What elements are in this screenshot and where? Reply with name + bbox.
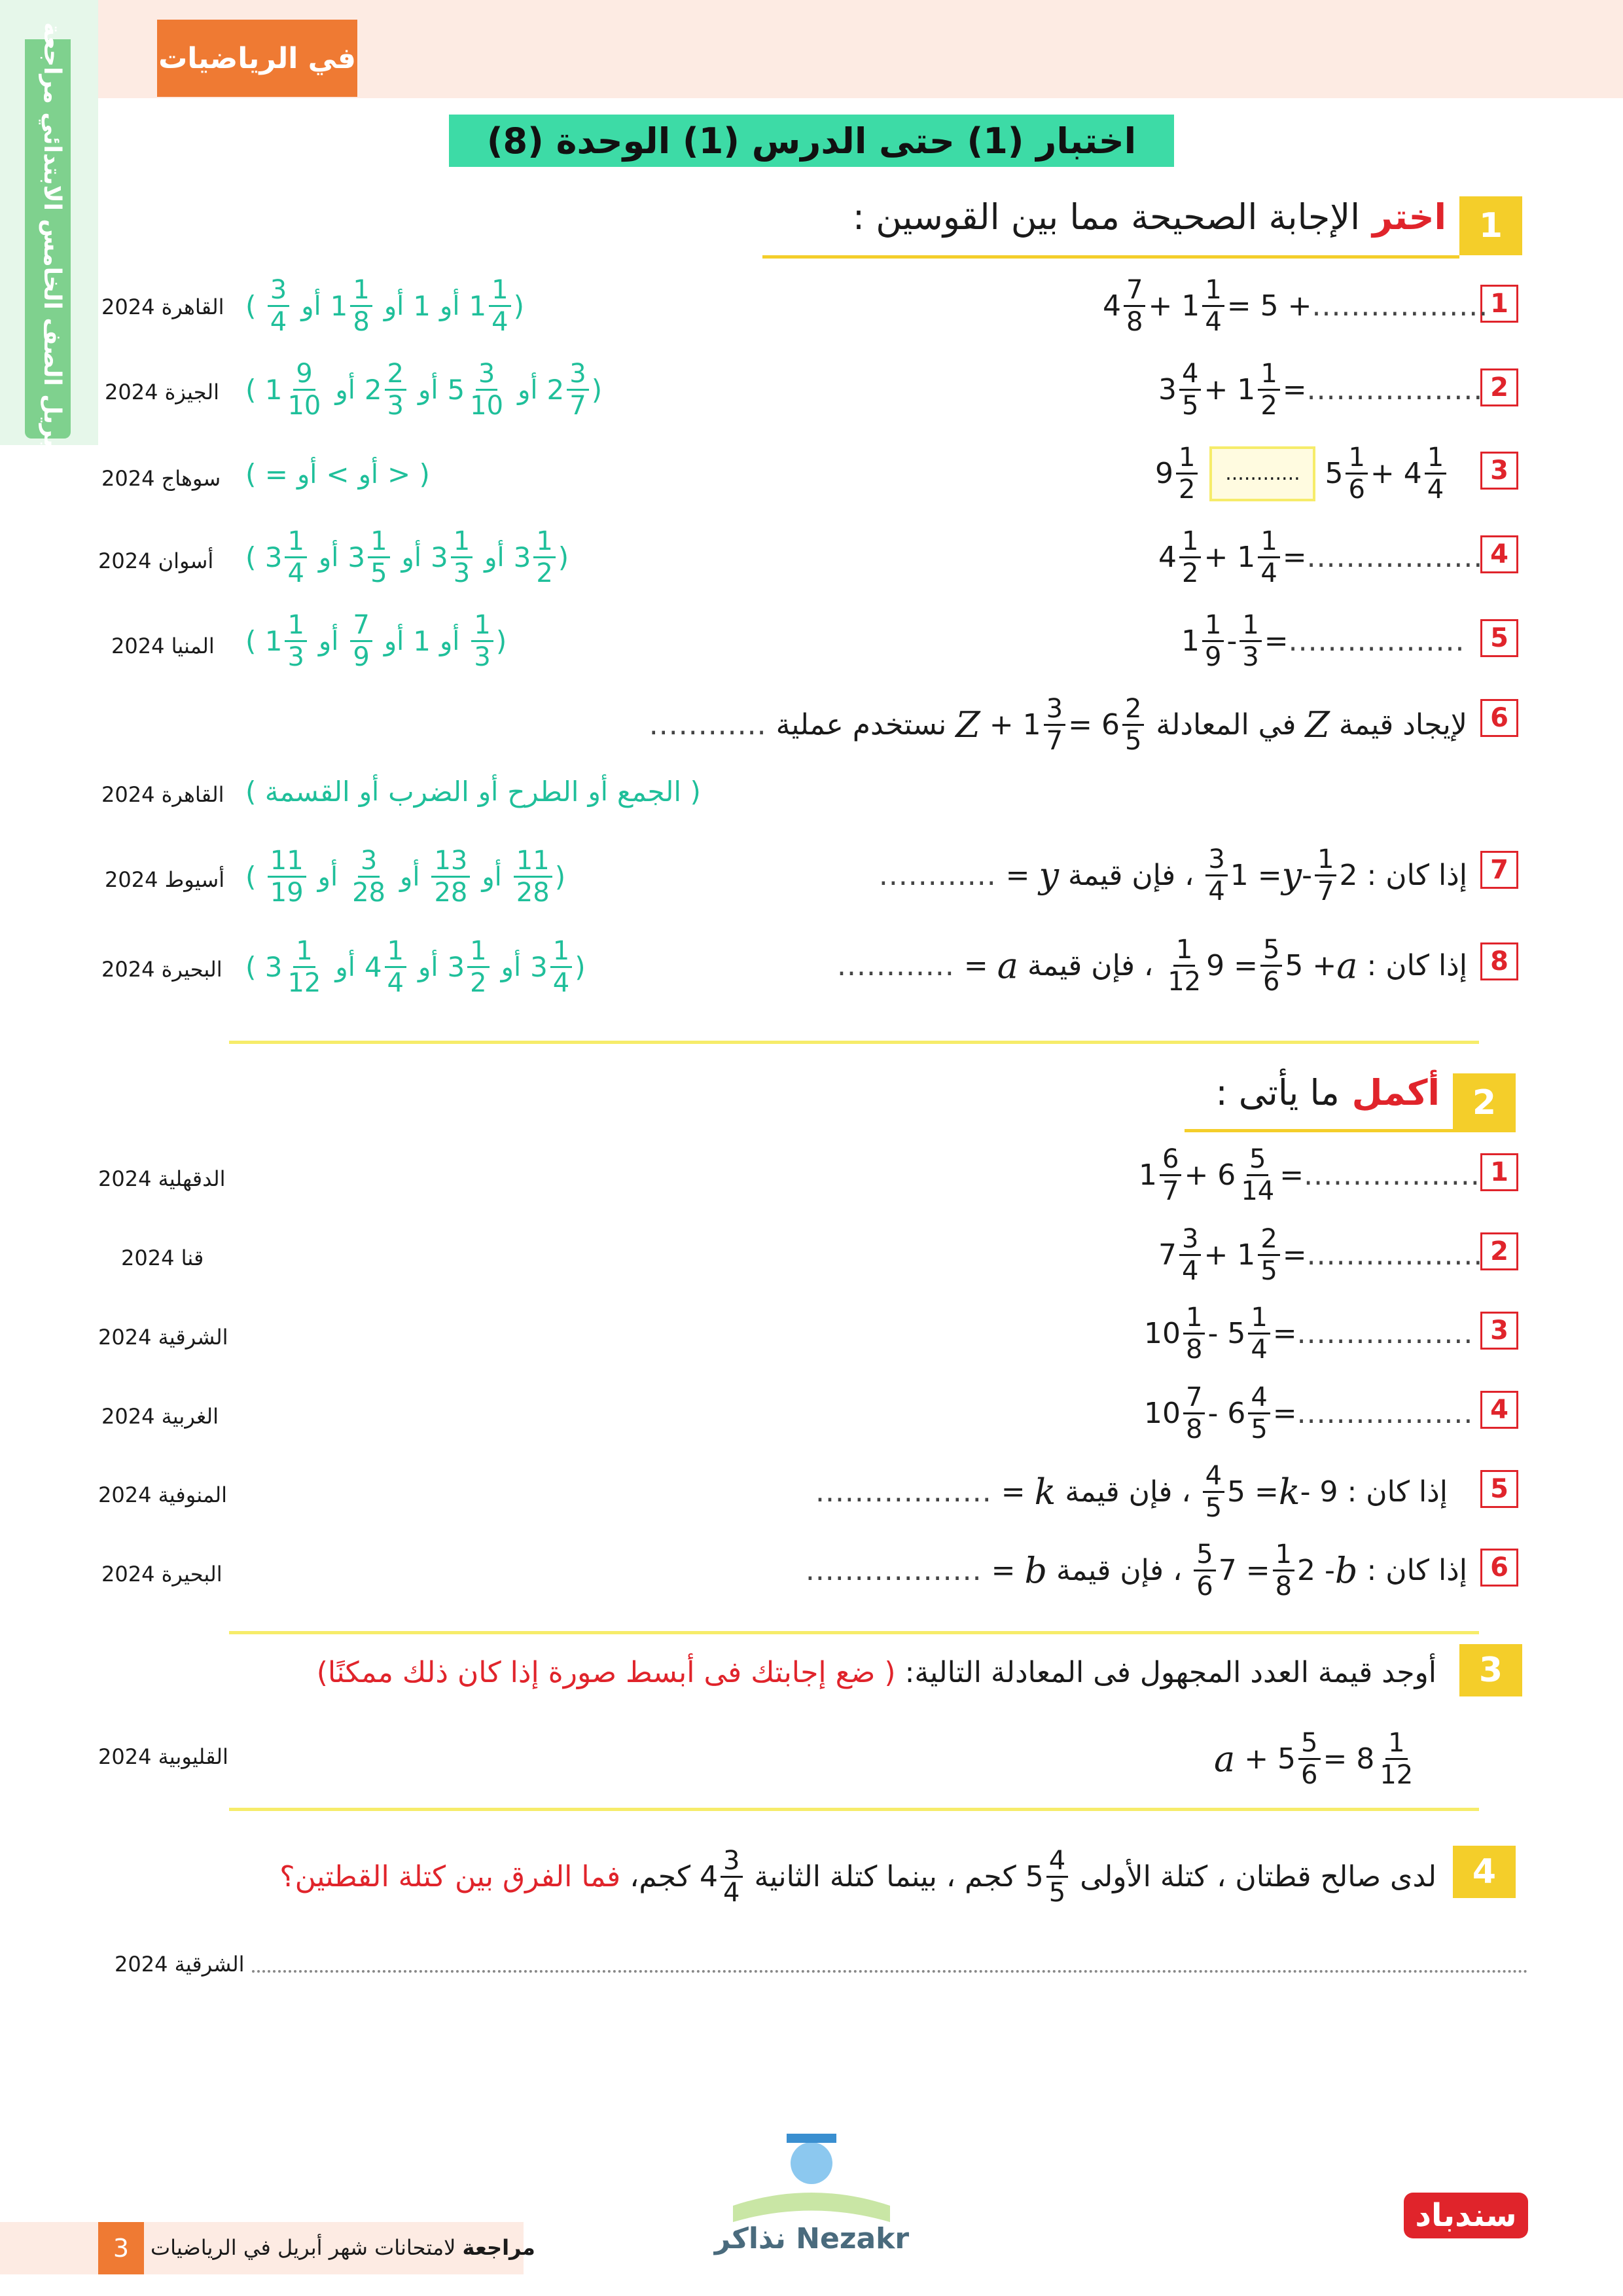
subject-tab: في الرياضيات: [157, 20, 357, 97]
footer-text: [151, 2235, 535, 2260]
q1-8-source: البحيرة 2024: [101, 957, 223, 982]
q2-5-text: إذا كان : $\frac{4}{5}$ 5 = k - 9 ، فإن قيمة k = ..................: [815, 1461, 1448, 1523]
q1-4-number: 4: [1480, 535, 1518, 573]
section-2-title-keyword: أكمل: [1351, 1072, 1440, 1113]
section-1-title: [853, 196, 1446, 238]
q2-3-number: 3: [1480, 1312, 1518, 1350]
q2-5-number: 5: [1480, 1470, 1518, 1508]
q2-3-expression: 10 $\frac{1}{8}$ - 5 $\frac{1}{4}$ = ..................: [1144, 1302, 1474, 1365]
q1-7-text: إذا كان : $\frac{3}{4}$ 1 = y - $\frac{1}{7}$ 2 ، فإن قيمة y = ............: [878, 844, 1467, 906]
q1-4-source: أسوان 2024: [98, 548, 214, 573]
footer-text-rest: لامتحانات شهر أبريل في الرياضيات: [151, 2235, 456, 2260]
section-4-number: 4: [1453, 1846, 1516, 1898]
section-2-title: [1215, 1072, 1440, 1113]
q1-2-number: 2: [1480, 368, 1518, 406]
q1-3-options: ( = أو < أو > ): [245, 458, 430, 490]
q2-1-source: الدقهلية 2024: [98, 1166, 226, 1191]
q2-1-expression: 1 $\frac{6}{7}$ + 6 $\frac{5}{14}$ = ..................: [1139, 1144, 1480, 1206]
q1-2-source: الجيزة 2024: [105, 380, 219, 404]
q1-7-number: 7: [1480, 851, 1518, 889]
q1-3-source: سوهاج 2024: [101, 466, 221, 491]
q1-4-expression: 4 $\frac{1}{2}$ + 1 $\frac{1}{4}$ = ..................: [1158, 526, 1484, 588]
q1-6-source: القاهرة 2024: [101, 782, 224, 807]
q2-6-number: 6: [1480, 1549, 1518, 1587]
q1-5-expression: 1 $\frac{1}{9}$ - $\frac{1}{3}$ = ..................: [1181, 610, 1465, 672]
q1-4-options: ( 3 $\frac{1}{4}$ أو 3 $\frac{1}{5}$ أو 3 $\frac{1}{3}$ أو 3 $\frac{1}{2}$ ): [245, 526, 569, 588]
section-2-title-text: ما يأتى :: [1215, 1072, 1340, 1113]
section-2-number: 2: [1453, 1073, 1516, 1132]
section-3-equation: a + 5 $\frac{5}{6}$ = 8 $\frac{1}{12}$: [1214, 1728, 1414, 1790]
q2-2-expression: 7 $\frac{3}{4}$ + 1 $\frac{2}{5}$ = ..................: [1158, 1224, 1484, 1286]
q2-4-source: الغربية 2024: [101, 1404, 219, 1429]
student-head-icon: [791, 2142, 832, 2184]
exam-title: اختبار (1) حتى الدرس (1) الوحدة (8): [449, 115, 1174, 167]
q1-5-source: المنيا 2024: [111, 634, 215, 658]
q2-1-number: 1: [1480, 1153, 1518, 1191]
q1-1-source: القاهرة 2024: [101, 295, 224, 319]
q1-7-options: ( $\frac{11}{19}$ أو $\frac{3}{28}$ أو $\frac{13}{28}$ أو $\frac{11}{28}$ ): [245, 846, 566, 908]
q2-2-source: قنا 2024: [121, 1246, 204, 1270]
page-number: 3: [98, 2222, 144, 2274]
q1-8-options: ( 3 $\frac{1}{12}$ أو 4 $\frac{1}{4}$ أو 3 $\frac{1}{2}$ أو 3 $\frac{1}{4}$ ): [245, 936, 586, 998]
q2-4-number: 4: [1480, 1391, 1518, 1429]
q1-6-options: ( القسمة أو الضرب أو الطرح أو الجمع ): [245, 776, 701, 808]
q2-4-expression: 10 $\frac{7}{8}$ - 6 $\frac{4}{5}$ = ..................: [1144, 1382, 1474, 1444]
q2-6-source: البحيرة 2024: [101, 1562, 223, 1587]
section-3-divider: [229, 1808, 1479, 1811]
section-3-source: القليوبية 2024: [98, 1744, 228, 1769]
q1-6-text: لإيجاد قيمة Z في المعادلة Z + 1 $\frac{3}{7}$ = 6 $\frac{2}{5}$ نستخدم عملية ............: [649, 694, 1467, 756]
q1-1-expression: 4 $\frac{7}{8}$ + 1 $\frac{1}{4}$ = 5 + ..................: [1103, 275, 1489, 337]
side-label: أبريل الصف الخامس الابتدائي مراجعة: [39, 22, 66, 456]
q1-7-source: أسيوط 2024: [105, 867, 225, 892]
answer-line[interactable]: [252, 1970, 1528, 1973]
nezakr-logo: [713, 2108, 910, 2258]
q2-2-number: 2: [1480, 1232, 1518, 1270]
q1-8-text: إذا كان : $\frac{1}{12}$ 9 = $\frac{5}{6}$ 5 + a ، فإن قيمة a = ............: [837, 935, 1467, 997]
section-1-underline: [762, 255, 1459, 259]
q1-6-number: 6: [1480, 699, 1518, 737]
section-3-note: ( ضع إجابتك فى أبسط صورة إذا كان ذلك ممكنًا): [316, 1656, 896, 1689]
q1-2-options: ( 1 $\frac{9}{10}$ أو 2 $\frac{2}{3}$ أو 5 $\frac{3}{10}$ أو 2 $\frac{3}{7}$ ): [245, 359, 603, 421]
graduation-cap-icon: [787, 2134, 836, 2143]
section-2-divider: [229, 1631, 1479, 1634]
q2-6-text: إذا كان : $\frac{5}{6}$ 7 = $\frac{1}{8}$ 2 - b ، فإن قيمة b = ..................: [805, 1539, 1467, 1602]
q1-3-number: 3: [1480, 452, 1518, 490]
q1-3-answer-box[interactable]: ............: [1209, 446, 1315, 501]
logo-text: Nezakr نذاكر: [713, 2222, 910, 2255]
section-3-text: أوجد قيمة العدد المجهول فى المعادلة التالية: ( ضع إجابتك فى أبسط صورة إذا كان ذلك ممكنًا): [316, 1656, 1436, 1689]
book-icon: [733, 2193, 890, 2222]
section-3-number: 3: [1459, 1644, 1522, 1696]
q1-5-number: 5: [1480, 619, 1518, 657]
q1-2-expression: 3 $\frac{4}{5}$ + 1 $\frac{1}{2}$ = ..................: [1158, 359, 1484, 421]
section-1-divider: [229, 1041, 1479, 1044]
section-1-title-keyword: اختر: [1372, 196, 1446, 238]
q2-3-source: الشرقية 2024: [98, 1325, 228, 1350]
q1-8-number: 8: [1480, 942, 1518, 980]
section-1-title-text: الإجابة الصحيحة مما بين القوسين :: [852, 196, 1361, 238]
section-4-question: فما الفرق بين كتلة القطتين؟: [279, 1860, 621, 1893]
q2-5-source: المنوفية 2024: [98, 1482, 228, 1507]
footer-text-bold: مراجعة: [462, 2235, 535, 2260]
section-1-number: 1: [1459, 196, 1522, 255]
section-4-source: الشرقية 2024: [115, 1952, 245, 1977]
section-4-text: لدى صالح قطتان ، كتلة الأولى 5 $\frac{4}{5}$ كجم ، بينما كتلة الثانية 4 $\frac{3}{4}$ كجم، فما الفرق بين كتلة القطتين؟: [279, 1846, 1436, 1908]
q1-1-number: 1: [1480, 285, 1518, 323]
q1-3-expression: 9 $\frac{1}{2}$ ............ 5 $\frac{1}{6}$ + 4 $\frac{1}{4}$: [1155, 442, 1449, 505]
sindbad-brand: سندباد: [1404, 2193, 1528, 2238]
q1-5-options: ( 1 $\frac{1}{3}$ أو $\frac{7}{9}$ أو 1 أو $\frac{1}{3}$ ): [245, 610, 507, 672]
section-2-underline: [1185, 1129, 1453, 1132]
q1-1-options: ( $\frac{3}{4}$ أو 1 $\frac{1}{8}$ أو 1 أو 1 $\frac{1}{4}$ ): [245, 275, 525, 337]
